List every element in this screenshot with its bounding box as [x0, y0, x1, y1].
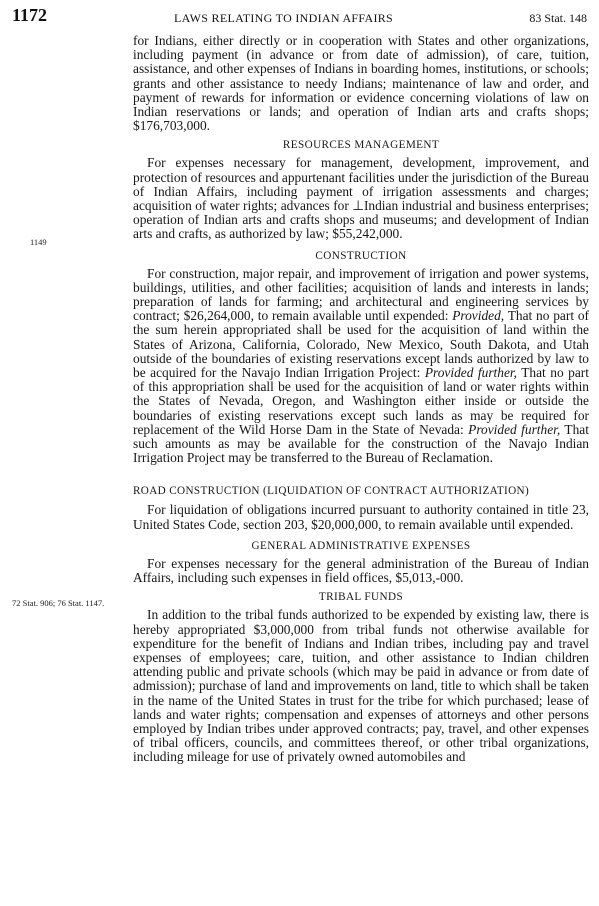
- margin-note-statute-citation: 72 Stat. 906; 76 Stat. 1147.: [12, 598, 105, 608]
- intro-paragraph: for Indians, either directly or in cooperation with States and other organizations, including payment (in advance or from date of admission), of care, tuition, assistance, and other expenses of Indians in boarding homes, institutions, or schools; grants and other assistance to needy Indians; maintenance of law and order, and payment of rewards for information or evidence concerning violations of law on Indian reservations or lands; and operation of Indian arts and crafts shops; $176,703,000.: [133, 33, 589, 134]
- tribal-funds-paragraph: In addition to the tribal funds authorized to be expended by existing law, there is hereby appropriated $3,000,000 from tribal funds not otherwise available for expenditure for the benefit of Indians and Indian tribes, including pay and travel expenses of employees; care, tuition, and other assistance to Indian children attending public and private schools (which may be paid in advance or from date of admission); purchase of land and improvements on land, title to which shall be taken in the name of the United States in trust for the tribe for which purchased; lease of lands and water rights; compensation and expenses of attorneys and other persons employed by Indian tribes under approved contracts; pay, travel, and other expenses of tribal officers, councils, and committees thereof, or other tribal organizations, including mileage for use of privately owned automobiles and: [133, 607, 589, 765]
- construction-text-3: That no part of this appropriation shall be used for the acquisition of land or water rights within the States of Nevada, Oregon, and Washington either inside or outside the boundaries of existing reservations except such lands as may be required for replacement of the Wild Horse Dam in the State of Nevada:: [133, 365, 589, 437]
- section-heading-admin-expenses: GENERAL ADMINISTRATIVE EXPENSES: [251, 539, 471, 552]
- section-heading-road-construction: ROAD CONSTRUCTION (LIQUIDATION OF CONTRACT AUTHORIZATION): [133, 485, 530, 498]
- section-heading-tribal-funds: TRIBAL FUNDS: [318, 591, 404, 604]
- section-heading-construction: CONSTRUCTION: [315, 249, 407, 262]
- page-number: 1172: [12, 5, 48, 25]
- resources-paragraph: For expenses necessary for management, development, improvement, and protection of resources and appurtenant facilities under the jurisdiction of the Bureau of Indian Affairs, including payment of irrigation assessments and charges; acquisition of water rights; advances for ⊥Indian industrial and business enterprises; operation of Indian arts and crafts shops and museums; and development of Indian arts and crafts, as authorized by law; $55,242,000.: [133, 155, 589, 242]
- running-header-title: LAWS RELATING TO INDIAN AFFAIRS: [174, 11, 394, 25]
- construction-paragraph: [133, 267, 589, 466]
- text-column: [133, 34, 589, 765]
- provided-proviso-1: Provided,: [452, 308, 505, 324]
- admin-expenses-paragraph: For expenses necessary for the general administration of the Bureau of Indian Affairs, including such expenses in field offices, $5,013,-000.: [133, 555, 589, 586]
- construction-text-2: That no part of the sum herein appropriated shall be used for the acquisition of land within the States of Arizona, California, Colorado, New Mexico, South Dakota, and Utah outside of the boundaries of existing reservations except lands authorized by law to be acquired for the Navajo Indian Irrigation Project:: [133, 308, 589, 381]
- margin-note-page-ref: 1149: [30, 237, 47, 247]
- provided-proviso-3: Provided further,: [468, 421, 561, 437]
- statute-reference: 83 Stat. 148: [529, 11, 587, 25]
- construction-text-1: For construction, major repair, and improvement of irrigation and power systems, buildings, utilities, and other facilities; acquisition of lands and interests in lands; preparation of lands for farming; and architectural and engineering services by contract; $26,264,000, to remain available until expended:: [133, 265, 589, 324]
- construction-text-4: That such amounts as may be available for the construction of the Navajo Indian Irrigation Project may be transferred to the Bureau of Reclamation.: [133, 421, 589, 466]
- provided-proviso-2: Provided further,: [424, 365, 517, 381]
- section-heading-resources: RESOURCES MANAGEMENT: [282, 139, 440, 152]
- road-construction-paragraph: For liquidation of obligations incurred pursuant to authority contained in title 23, United States Code, section 203, $20,000,000, to remain available until expended.: [133, 502, 589, 532]
